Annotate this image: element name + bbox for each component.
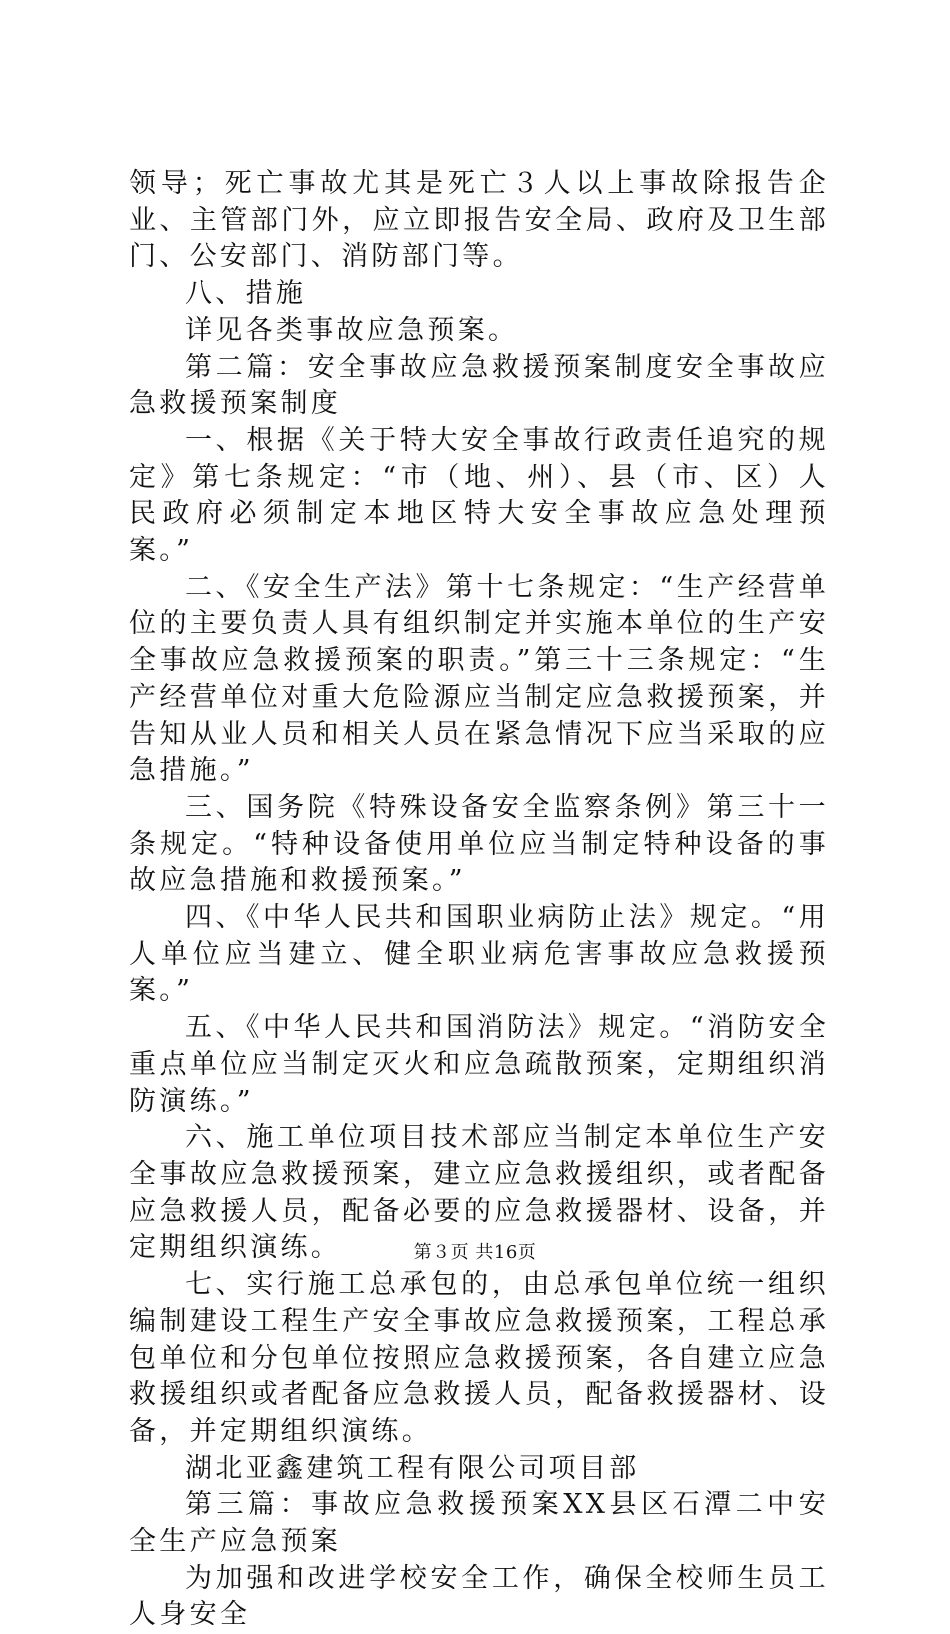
document-body xyxy=(129,166,829,1634)
paragraph-3: 详见各类事故应急预案。 xyxy=(185,314,519,346)
paragraph-10: 六、施工单位项目技术部应当制定本单位生产安全事故应急救援预案，建立应急救援组织，或者配备应急救援人员，配备必要的应急救援器材、设备，并定期组织演练。 xyxy=(129,1122,829,1264)
paragraph-9: 五、《中华人民共和国消防法》规定。“消防安全重点单位应当制定灭火和应急疏散预案，定期组织消防演练。” xyxy=(129,1012,829,1117)
section-heading-2: 第二篇：安全事故应急救援预案制度安全事故应急救援预案制度 xyxy=(129,351,829,420)
paragraph-14: 为加强和改进学校安全工作，确保全校师生员工人身安全 xyxy=(129,1562,829,1631)
paragraph-11: 七、实行施工总承包的，由总承包单位统一组织编制建设工程生产安全事故应急救援预案，工程总承包单位和分包单位按照应急救援预案，各自建立应急救援组织或者配备应急救援人员，配备救援器材、设备，并定期组织演练。 xyxy=(129,1269,829,1447)
paragraph-2: 八、措施 xyxy=(185,278,307,310)
paragraph-1: 领导；死亡事故尤其是死亡３人以上事故除报告企业、主管部门外，应立即报告安全局、政府及卫生部门、公安部门、消防部门等。 xyxy=(129,168,829,273)
company-name: 湖北亚鑫建筑工程有限公司项目部 xyxy=(185,1452,640,1484)
paragraph-8: 四、《中华人民共和国职业病防止法》规定。“用人单位应当建立、健全职业病危害事故应急救援预案。” xyxy=(129,902,829,1007)
page-number-footer: 第３页 共16页 xyxy=(413,1242,537,1263)
section-heading-3: 第三篇：事故应急救援预案XX县区石潭二中安全生产应急预案 xyxy=(129,1489,829,1558)
paragraph-7: 三、国务院《特殊设备安全监察条例》第三十一条规定。“特种设备使用单位应当制定特种设备的事故应急措施和救援预案。” xyxy=(129,791,829,897)
paragraph-5: 一、根据《关于特大安全事故行政责任追究的规定》第七条规定：“市（地、州）、县（市、区）人民政府必须制定本地区特大安全事故应急处理预案。” xyxy=(129,424,829,567)
paragraph-6: 二、《安全生产法》第十七条规定：“生产经营单位的主要负责人具有组织制定并实施本单位的生产安全事故应急救援预案的职责。”第三十三条规定：“生产经营单位对重大危险源应当制定应急救援预案，并告知从业人员和相关人员在紧急情况下应当采取的应急措施。” xyxy=(129,571,829,787)
